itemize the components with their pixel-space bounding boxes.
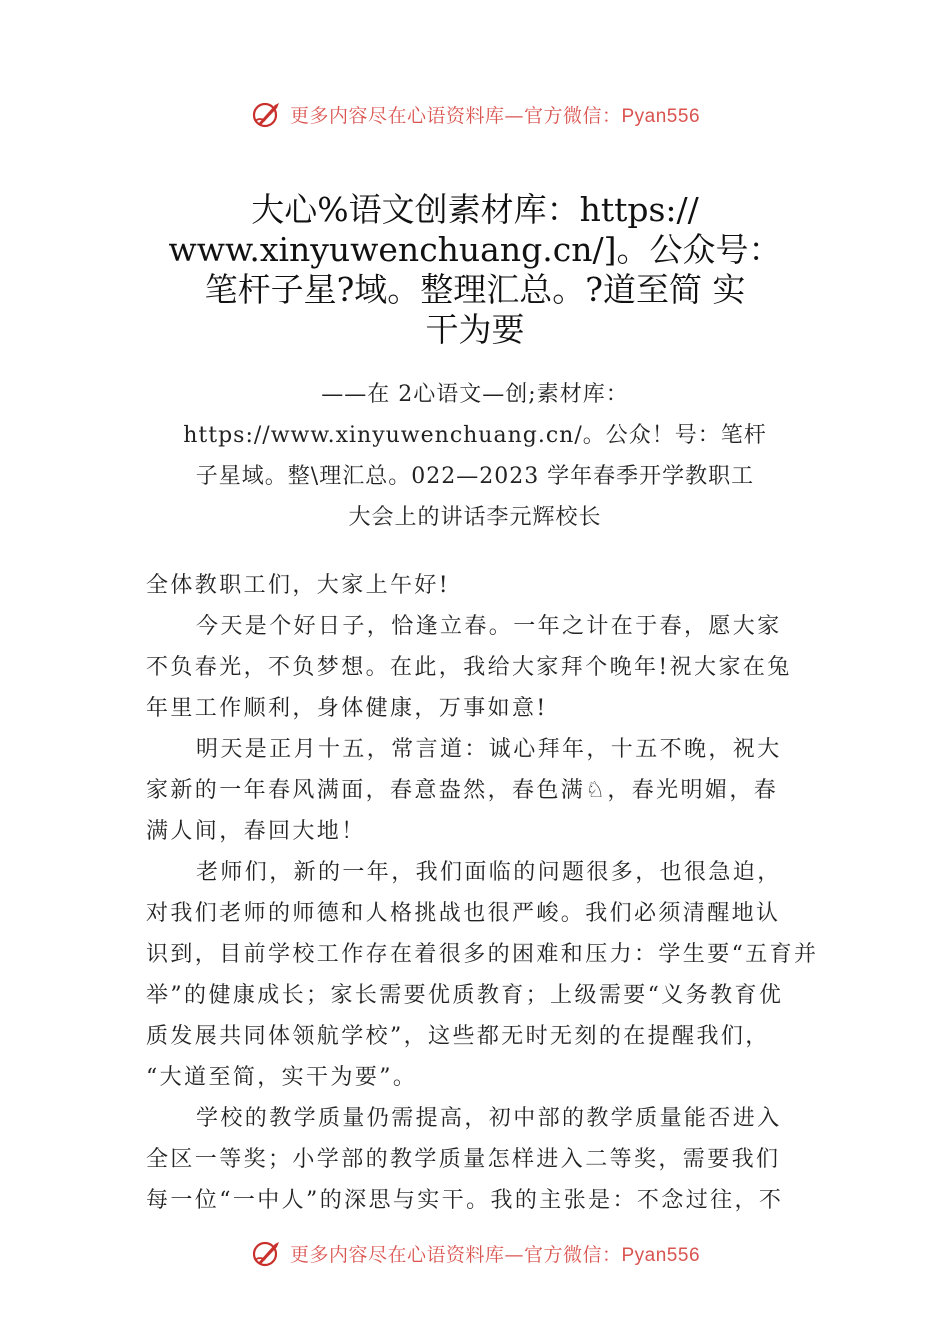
subtitle-line: ——在 2心语文—创;素材库： [321, 382, 629, 407]
pen-logo-icon [250, 1236, 284, 1270]
document-title [150, 190, 800, 350]
subtitle-line: 大会上的讲话李元辉校长 [348, 505, 602, 530]
pen-logo-icon [250, 97, 284, 131]
body-line: “大道至简，实干为要”。 [146, 1065, 418, 1090]
subtitle-line: https://www.xinyuwenchuang.cn/。公众！号：笔杆 [183, 423, 767, 448]
document-subtitle [140, 374, 810, 538]
title-line: 笔杆子星?域。整理汇总。?道至简 实 [204, 270, 746, 309]
body-line: 每一位“一中人”的深思与实干。我的主张是：不念过往，不 [146, 1188, 784, 1213]
title-line: www.xinyuwenchuang.cn/]。公众号： [168, 230, 782, 269]
body-line: 年里工作顺利，身体健康，万事如意! [146, 696, 548, 721]
body-line: 家新的一年春风满面，春意盎然，春色满♘，春光明媚，春 [146, 778, 779, 803]
body-line: 学校的教学质量仍需提高，初中部的教学质量能否进入 [196, 1106, 782, 1131]
body-line: 举”的健康成长；家长需要优质教育；上级需要“义务教育优 [146, 983, 784, 1008]
body-line: 老师们，新的一年，我们面临的问题很多，也很急迫， [196, 860, 782, 885]
footer-watermark [0, 1233, 950, 1273]
body-line: 不负春光，不负梦想。在此，我给大家拜个晚年!祝大家在兔 [146, 655, 792, 680]
body-line: 全区一等奖；小学部的教学质量怎样进入二等奖，需要我们 [146, 1147, 781, 1172]
body-line: 明天是正月十五，常言道：诚心拜年，十五不晚，祝大 [196, 737, 782, 762]
header-watermark [0, 94, 950, 134]
watermark-text: 更多内容尽在心语资料库—官方微信：Pyan556 [289, 1243, 701, 1266]
body-line: 全体教职工们，大家上午好! [146, 573, 451, 598]
body-line: 质发展共同体领航学校”，这些都无时无刻的在提醒我们， [146, 1024, 770, 1049]
title-line: 大心%语文创素材库：https:// [251, 190, 699, 229]
body-line: 今天是个好日子，恰逢立春。一年之计在于春，愿大家 [196, 614, 782, 639]
body-line: 对我们老师的师德和人格挑战也很严峻。我们必须清醒地认 [146, 901, 781, 926]
watermark-text: 更多内容尽在心语资料库—官方微信：Pyan556 [289, 104, 701, 127]
document-body [146, 565, 826, 1221]
subtitle-line: 子星域。整\理汇总。022—2023 学年春季开学教职工 [195, 464, 755, 489]
title-line: 干为要 [425, 310, 525, 349]
body-line: 识到，目前学校工作存在着很多的困难和压力：学生要“五育并 [146, 942, 819, 967]
body-line: 满人间，春回大地！ [146, 819, 366, 844]
